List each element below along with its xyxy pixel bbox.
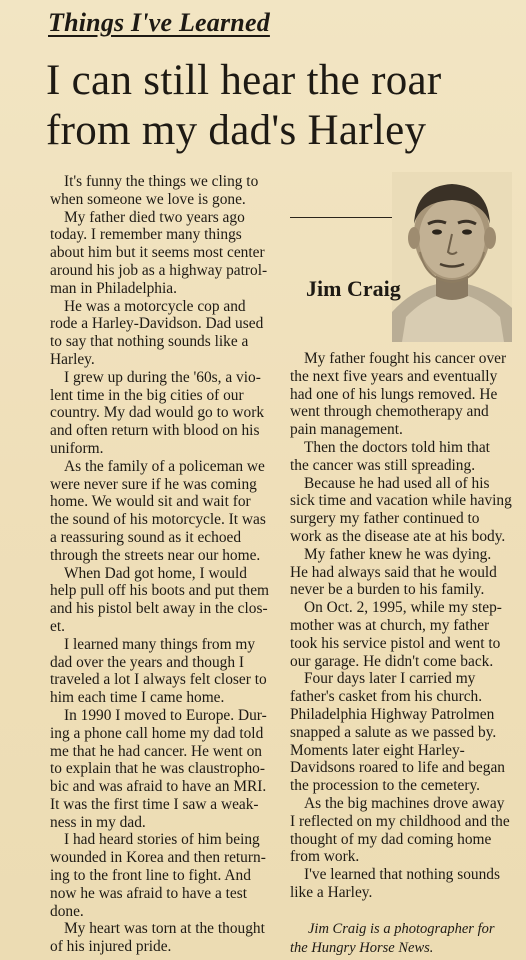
text-line: ing a phone call home my dad told xyxy=(50,724,264,742)
text-line: I've learned that nothing sounds xyxy=(304,866,500,884)
article-paragraph xyxy=(290,350,512,439)
article-paragraph xyxy=(50,831,272,920)
article-paragraph xyxy=(50,173,272,209)
text-line: our garage. He didn't come back. xyxy=(290,652,494,670)
text-line: when someone we love is gone. xyxy=(50,190,246,208)
author-portrait xyxy=(392,172,512,342)
text-line: Then the doctors told him that xyxy=(304,438,490,456)
text-line: Philadelphia Highway Patrolmen xyxy=(290,705,495,723)
text-line: the sound of his motorcycle. It was xyxy=(50,511,266,529)
text-line: to explain that he was claustropho- xyxy=(50,760,265,778)
text-line: He was a motorcycle cop and xyxy=(64,297,246,315)
credit-line: the Hungry Horse News. xyxy=(290,940,434,956)
text-line: the procession to the cemetery. xyxy=(290,777,481,795)
article-paragraph xyxy=(50,209,272,298)
text-line: around his job as a highway patrol- xyxy=(50,261,268,279)
text-line: country. My dad would go to work xyxy=(50,404,265,422)
text-line: rode a Harley-Davidson. Dad used xyxy=(50,315,264,333)
article-paragraph xyxy=(50,636,272,707)
text-line: and often return with blood on his xyxy=(50,422,260,440)
text-line: My heart was torn at the thought xyxy=(64,920,265,938)
text-line: to say that nothing sounds like a xyxy=(50,333,249,351)
text-line: Because he had used all of his xyxy=(304,474,490,492)
text-line: He had always said that he would xyxy=(290,563,497,581)
headline xyxy=(46,56,516,156)
article-paragraph xyxy=(50,298,272,369)
text-line: and his pistol belt away in the clos- xyxy=(50,600,268,618)
text-line: him each time I came home. xyxy=(50,689,225,707)
article-paragraph xyxy=(290,670,512,795)
article-paragraph xyxy=(290,599,512,670)
text-line: were never sure if he was coming xyxy=(50,475,257,493)
text-line: lent time in the big cities of our xyxy=(50,386,244,404)
article-paragraph xyxy=(50,458,272,565)
text-line: took his service pistol and went to xyxy=(290,634,501,652)
credit-line: Jim Craig is a photographer for xyxy=(308,921,495,937)
text-line: sick time and vacation while having xyxy=(290,492,512,510)
text-line: When Dad got home, I would xyxy=(64,564,247,582)
text-line: went through chemotherapy and xyxy=(290,403,489,421)
text-line: surgery my father continued to xyxy=(290,510,480,528)
text-line: help pull off his boots and put them xyxy=(50,582,270,600)
headline-line: I can still hear the roar xyxy=(46,57,442,104)
text-line: work as the disease ate at his body. xyxy=(290,527,506,545)
text-line: me that he had cancer. He went on xyxy=(50,742,262,760)
text-line: My father died two years ago xyxy=(64,208,245,226)
text-line: traveled a lot I always felt closer to xyxy=(50,671,267,689)
article-column-left xyxy=(50,173,272,956)
article-paragraph xyxy=(50,707,272,832)
text-line: ness in my dad. xyxy=(50,813,146,831)
text-line: home. We would sit and wait for xyxy=(50,493,251,511)
text-line: I reflected on my childhood and the xyxy=(290,812,510,830)
article-paragraph xyxy=(290,866,512,902)
article-paragraph xyxy=(290,546,512,599)
text-line: the next five years and eventually xyxy=(290,367,498,385)
text-line: In 1990 I moved to Europe. Dur- xyxy=(64,706,267,724)
text-line: pain management. xyxy=(290,421,403,439)
text-line: man in Philadelphia. xyxy=(50,279,177,297)
text-line: et. xyxy=(50,617,65,635)
headline-line: from my dad's Harley xyxy=(46,107,427,154)
article-paragraph xyxy=(290,439,512,475)
text-line: My father fought his cancer over xyxy=(304,350,507,367)
text-line: like a Harley. xyxy=(290,883,373,901)
text-line: mother was at church, my father xyxy=(290,616,490,634)
text-line: through the streets near our home. xyxy=(50,546,261,564)
text-line: never be a burden to his family. xyxy=(290,581,485,599)
text-line: It was the first time I saw a weak- xyxy=(50,795,259,813)
text-line: wounded in Korea and then return- xyxy=(50,849,266,867)
text-line: now he was afraid to have a test xyxy=(50,884,248,902)
text-line: I had heard stories of him being xyxy=(64,831,260,849)
byline: Jim Craig xyxy=(306,276,401,301)
text-line: I grew up during the '60s, a vio- xyxy=(64,368,261,386)
text-line: about him but it seems most center xyxy=(50,244,265,262)
text-line: uniform. xyxy=(50,439,104,457)
text-line: from work. xyxy=(290,848,360,866)
text-line: today. I remember many things xyxy=(50,226,242,244)
text-line: Moments later eight Harley- xyxy=(290,741,465,759)
text-line: Four days later I carried my xyxy=(304,670,476,688)
text-line: As the family of a policeman we xyxy=(64,457,265,475)
author-credit xyxy=(290,920,520,958)
article-paragraph xyxy=(50,920,272,956)
text-line: snapped a salute as we passed by. xyxy=(290,723,497,741)
article-paragraph xyxy=(290,795,512,866)
text-line: had one of his lungs removed. He xyxy=(290,385,498,403)
text-line: ing to the front line to fight. And xyxy=(50,867,251,885)
article-column-right xyxy=(290,350,512,902)
text-line: Harley. xyxy=(50,350,95,368)
text-line: As the big machines drove away xyxy=(304,794,505,812)
text-line: father's casket from his church. xyxy=(290,688,483,706)
text-line: thought of my dad coming home xyxy=(290,830,492,848)
text-line: It's funny the things we cling to xyxy=(64,173,259,190)
text-line: of his injured pride. xyxy=(50,938,172,956)
text-line: the cancer was still spreading. xyxy=(290,456,476,474)
text-line: My father knew he was dying. xyxy=(304,545,492,563)
text-line: Davidsons roared to life and began xyxy=(290,759,505,777)
article-paragraph xyxy=(50,369,272,458)
text-line: I learned many things from my xyxy=(64,635,256,653)
section-title: Things I've Learned xyxy=(48,8,270,37)
article-paragraph xyxy=(290,475,512,546)
text-line: done. xyxy=(50,902,84,920)
article-paragraph xyxy=(50,565,272,636)
text-line: On Oct. 2, 1995, while my step- xyxy=(304,599,502,617)
text-line: bic and was afraid to have an MRI. xyxy=(50,778,267,796)
text-line: a reassuring sound as it echoed xyxy=(50,528,242,546)
text-line: dad over the years and though I xyxy=(50,653,245,671)
